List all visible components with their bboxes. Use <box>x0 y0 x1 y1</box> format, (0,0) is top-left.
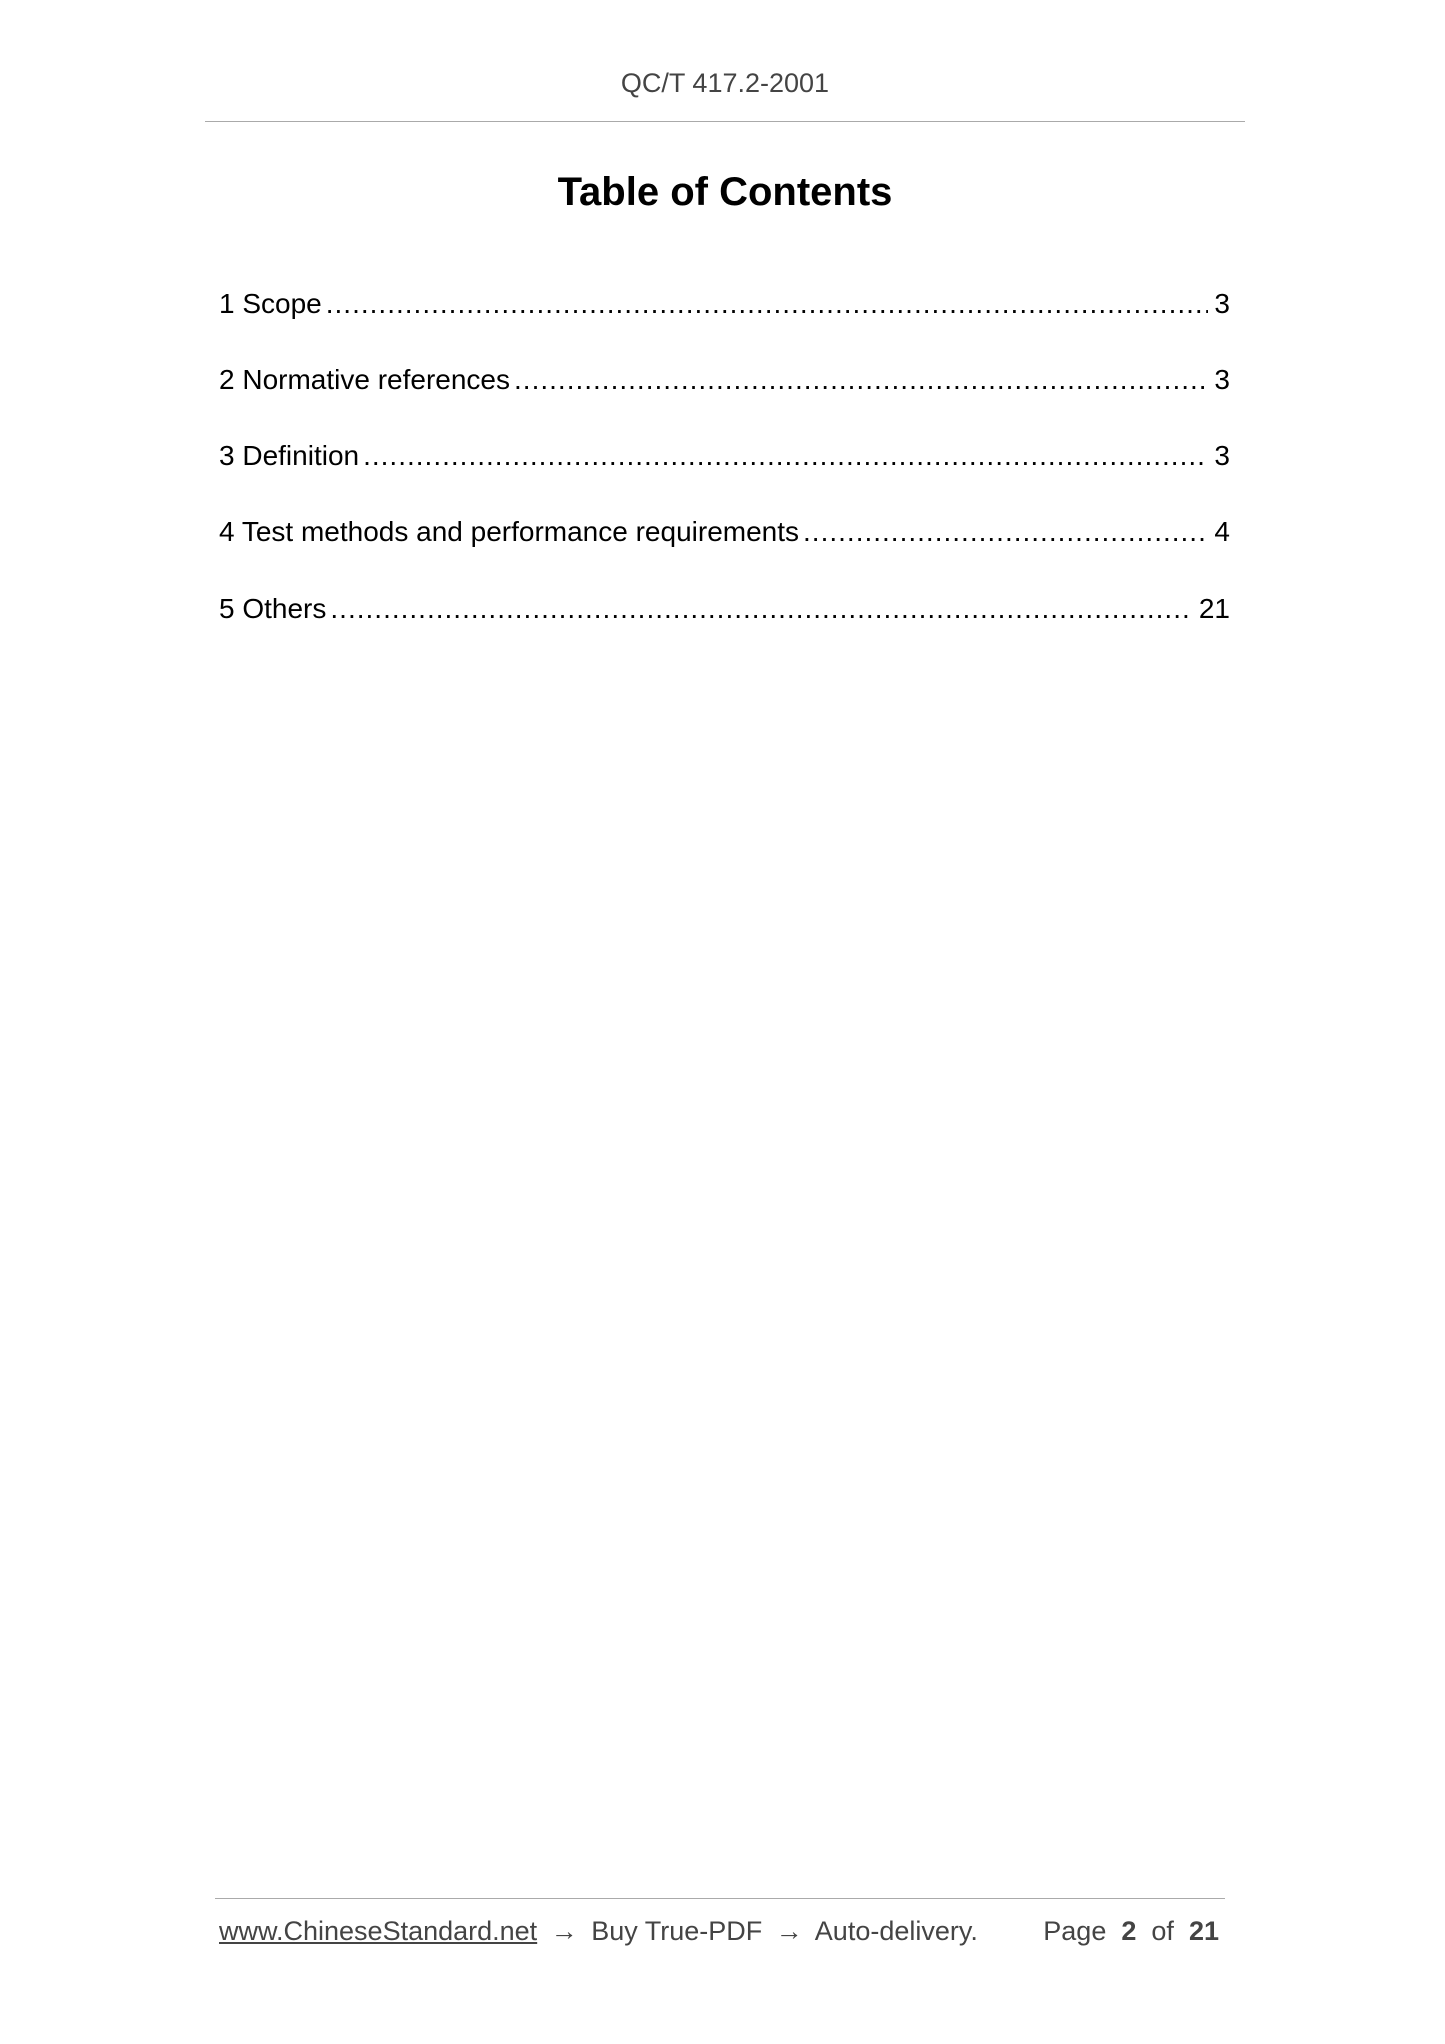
footer-promo <box>219 1916 978 1947</box>
total-pages-number: 21 <box>1188 1916 1219 1946</box>
toc-entry-others[interactable] <box>219 593 1230 669</box>
toc-entry-label: 3 Definition <box>219 440 360 471</box>
header-divider <box>205 121 1245 122</box>
footer-divider <box>215 1898 1225 1899</box>
toc-entry-page: 4 <box>1214 516 1230 547</box>
toc-entry-page: 3 <box>1214 288 1230 319</box>
toc-entry-scope[interactable] <box>219 288 1230 364</box>
toc-entry-page: 3 <box>1214 364 1230 395</box>
page-word: Page <box>1043 1916 1107 1946</box>
site-link[interactable]: www.ChineseStandard.net <box>219 1916 538 1946</box>
toc-entry-label: 2 Normative references <box>219 364 511 395</box>
auto-delivery-text: Auto-delivery. <box>814 1916 978 1946</box>
page-number <box>1043 1916 1219 1947</box>
toc-entry-label: 4 Test methods and performance requirements <box>219 516 800 547</box>
current-page-number: 2 <box>1121 1916 1137 1946</box>
of-word: of <box>1151 1916 1174 1946</box>
toc-dot-leader <box>330 593 1192 625</box>
toc-dot-leader <box>363 440 1208 472</box>
right-arrow-icon: → <box>775 1916 803 1946</box>
toc-entry-normative-references[interactable] <box>219 364 1230 440</box>
document-id-header: QC/T 417.2-2001 <box>620 68 830 98</box>
buy-pdf-text: Buy True-PDF <box>591 1916 763 1946</box>
toc-entry-label: 1 Scope <box>219 288 322 319</box>
toc-entry-page: 21 <box>1198 593 1230 624</box>
right-arrow-icon: → <box>550 1916 578 1946</box>
toc-entry-label: 5 Others <box>219 593 327 624</box>
toc-dot-leader <box>514 364 1208 396</box>
toc-dot-leader <box>803 516 1208 548</box>
toc-list <box>219 288 1230 669</box>
toc-entry-page: 3 <box>1214 440 1230 471</box>
toc-dot-leader <box>326 288 1209 320</box>
toc-entry-test-methods[interactable] <box>219 516 1230 593</box>
toc-title: Table of Contents <box>557 170 893 214</box>
toc-entry-definition[interactable] <box>219 440 1230 516</box>
